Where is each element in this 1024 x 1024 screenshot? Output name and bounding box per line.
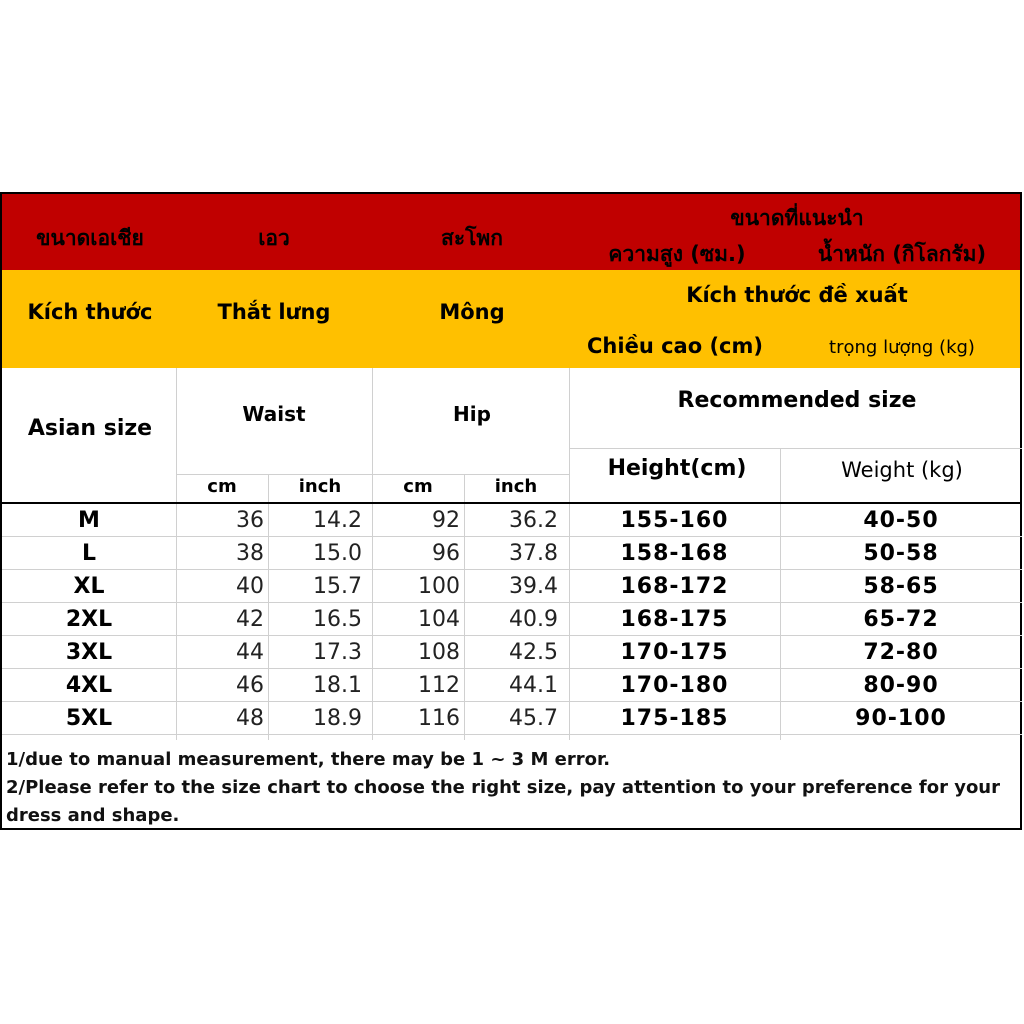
height-range-cell: 158-168 <box>620 541 729 566</box>
height-range-cell: 175-185 <box>620 706 729 731</box>
table-row <box>2 669 1020 702</box>
weight-range-cell: 50-58 <box>863 541 939 566</box>
table-row <box>2 636 1020 669</box>
waist-cm-cell: 46 <box>236 673 264 698</box>
hip-cm-cell: 108 <box>418 640 460 665</box>
thai-height-label: ความสูง (ซม.) <box>608 242 746 266</box>
hip-inch-cell: 44.1 <box>509 673 558 698</box>
table-row <box>2 702 1020 735</box>
height-range-cell: 168-175 <box>620 607 729 632</box>
size-cell: 5XL <box>65 706 113 731</box>
table-row <box>2 537 1020 570</box>
weight-range-cell: 72-80 <box>863 640 939 665</box>
table-row <box>2 504 1020 537</box>
weight-header: Weight (kg) <box>841 458 963 482</box>
thai-weight-label: น้ำหนัก (กิโลกรัม) <box>817 242 987 266</box>
recommended-size-header: Recommended size <box>677 388 917 413</box>
size-cell: 3XL <box>65 640 113 665</box>
vi-waist-label: Thắt lưng <box>217 300 331 324</box>
weight-range-cell: 65-72 <box>863 607 939 632</box>
table-row <box>2 570 1020 603</box>
waist-cm-cell: 44 <box>236 640 264 665</box>
vi-size-label: Kích thước <box>27 300 153 324</box>
asian-size-header: Asian size <box>27 416 153 441</box>
weight-range-cell: 90-100 <box>855 706 947 731</box>
hip-inch-cell: 36.2 <box>509 508 558 533</box>
waist-cm-cell: 38 <box>236 541 264 566</box>
vi-weight-label: trọng lượng (kg) <box>829 337 975 358</box>
waist-inch-cell: 17.3 <box>313 640 362 665</box>
hip-inch-cell: 40.9 <box>509 607 558 632</box>
hip-inch-cell: 37.8 <box>509 541 558 566</box>
waist-header: Waist <box>242 402 306 426</box>
height-range-cell: 168-172 <box>620 574 729 599</box>
thai-hip-label: สะโพก <box>441 226 503 250</box>
weight-range-cell: 40-50 <box>863 508 939 533</box>
hip-cm-header: cm <box>403 476 433 497</box>
waist-inch-header: inch <box>298 476 342 497</box>
hip-inch-header: inch <box>494 476 538 497</box>
note-line-1: 1/due to manual measurement, there may be 1 ~ 3 M error. <box>6 749 611 770</box>
waist-inch-cell: 15.7 <box>313 574 362 599</box>
height-range-cell: 170-180 <box>620 673 729 698</box>
waist-inch-cell: 18.9 <box>313 706 362 731</box>
vi-hip-label: Mông <box>439 300 505 324</box>
weight-range-cell: 80-90 <box>863 673 939 698</box>
size-cell: L <box>81 541 97 566</box>
hip-cm-cell: 96 <box>432 541 460 566</box>
size-chart <box>0 192 1022 830</box>
hip-inch-cell: 42.5 <box>509 640 558 665</box>
hip-cm-cell: 112 <box>418 673 460 698</box>
size-cell: 4XL <box>65 673 113 698</box>
note-line-2: 2/Please refer to the size chart to choose the right size, pay attention to your preference for your dress and shape. <box>6 777 1000 826</box>
size-notes <box>6 746 1018 830</box>
hip-cm-cell: 100 <box>418 574 460 599</box>
hip-inch-cell: 39.4 <box>509 574 558 599</box>
waist-inch-cell: 18.1 <box>313 673 362 698</box>
waist-inch-cell: 15.0 <box>313 541 362 566</box>
size-cell: M <box>78 508 100 533</box>
vi-height-label: Chiều cao (cm) <box>587 334 763 358</box>
thai-header-row <box>2 194 1020 270</box>
weight-range-cell: 58-65 <box>863 574 939 599</box>
thai-waist-label: เอว <box>258 226 290 250</box>
vietnamese-header-row <box>2 270 1020 368</box>
height-header: Height(cm) <box>607 456 747 481</box>
hip-header: Hip <box>453 402 491 426</box>
thai-asian-size-label: ขนาดเอเชีย <box>36 226 144 250</box>
hip-cm-cell: 116 <box>418 706 460 731</box>
waist-inch-cell: 14.2 <box>313 508 362 533</box>
hip-cm-cell: 92 <box>432 508 460 533</box>
waist-cm-cell: 48 <box>236 706 264 731</box>
waist-cm-cell: 36 <box>236 508 264 533</box>
vi-recommended-label: Kích thước đề xuất <box>686 283 908 307</box>
thai-recommended-label: ขนาดที่แนะนำ <box>730 206 864 230</box>
size-cell: 2XL <box>65 607 113 632</box>
waist-inch-cell: 16.5 <box>313 607 362 632</box>
height-range-cell: 155-160 <box>620 508 729 533</box>
hip-inch-cell: 45.7 <box>509 706 558 731</box>
waist-cm-cell: 42 <box>236 607 264 632</box>
table-row <box>2 603 1020 636</box>
size-cell: XL <box>73 574 105 599</box>
hip-cm-cell: 104 <box>418 607 460 632</box>
waist-cm-cell: 40 <box>236 574 264 599</box>
waist-cm-header: cm <box>207 476 237 497</box>
height-range-cell: 170-175 <box>620 640 729 665</box>
